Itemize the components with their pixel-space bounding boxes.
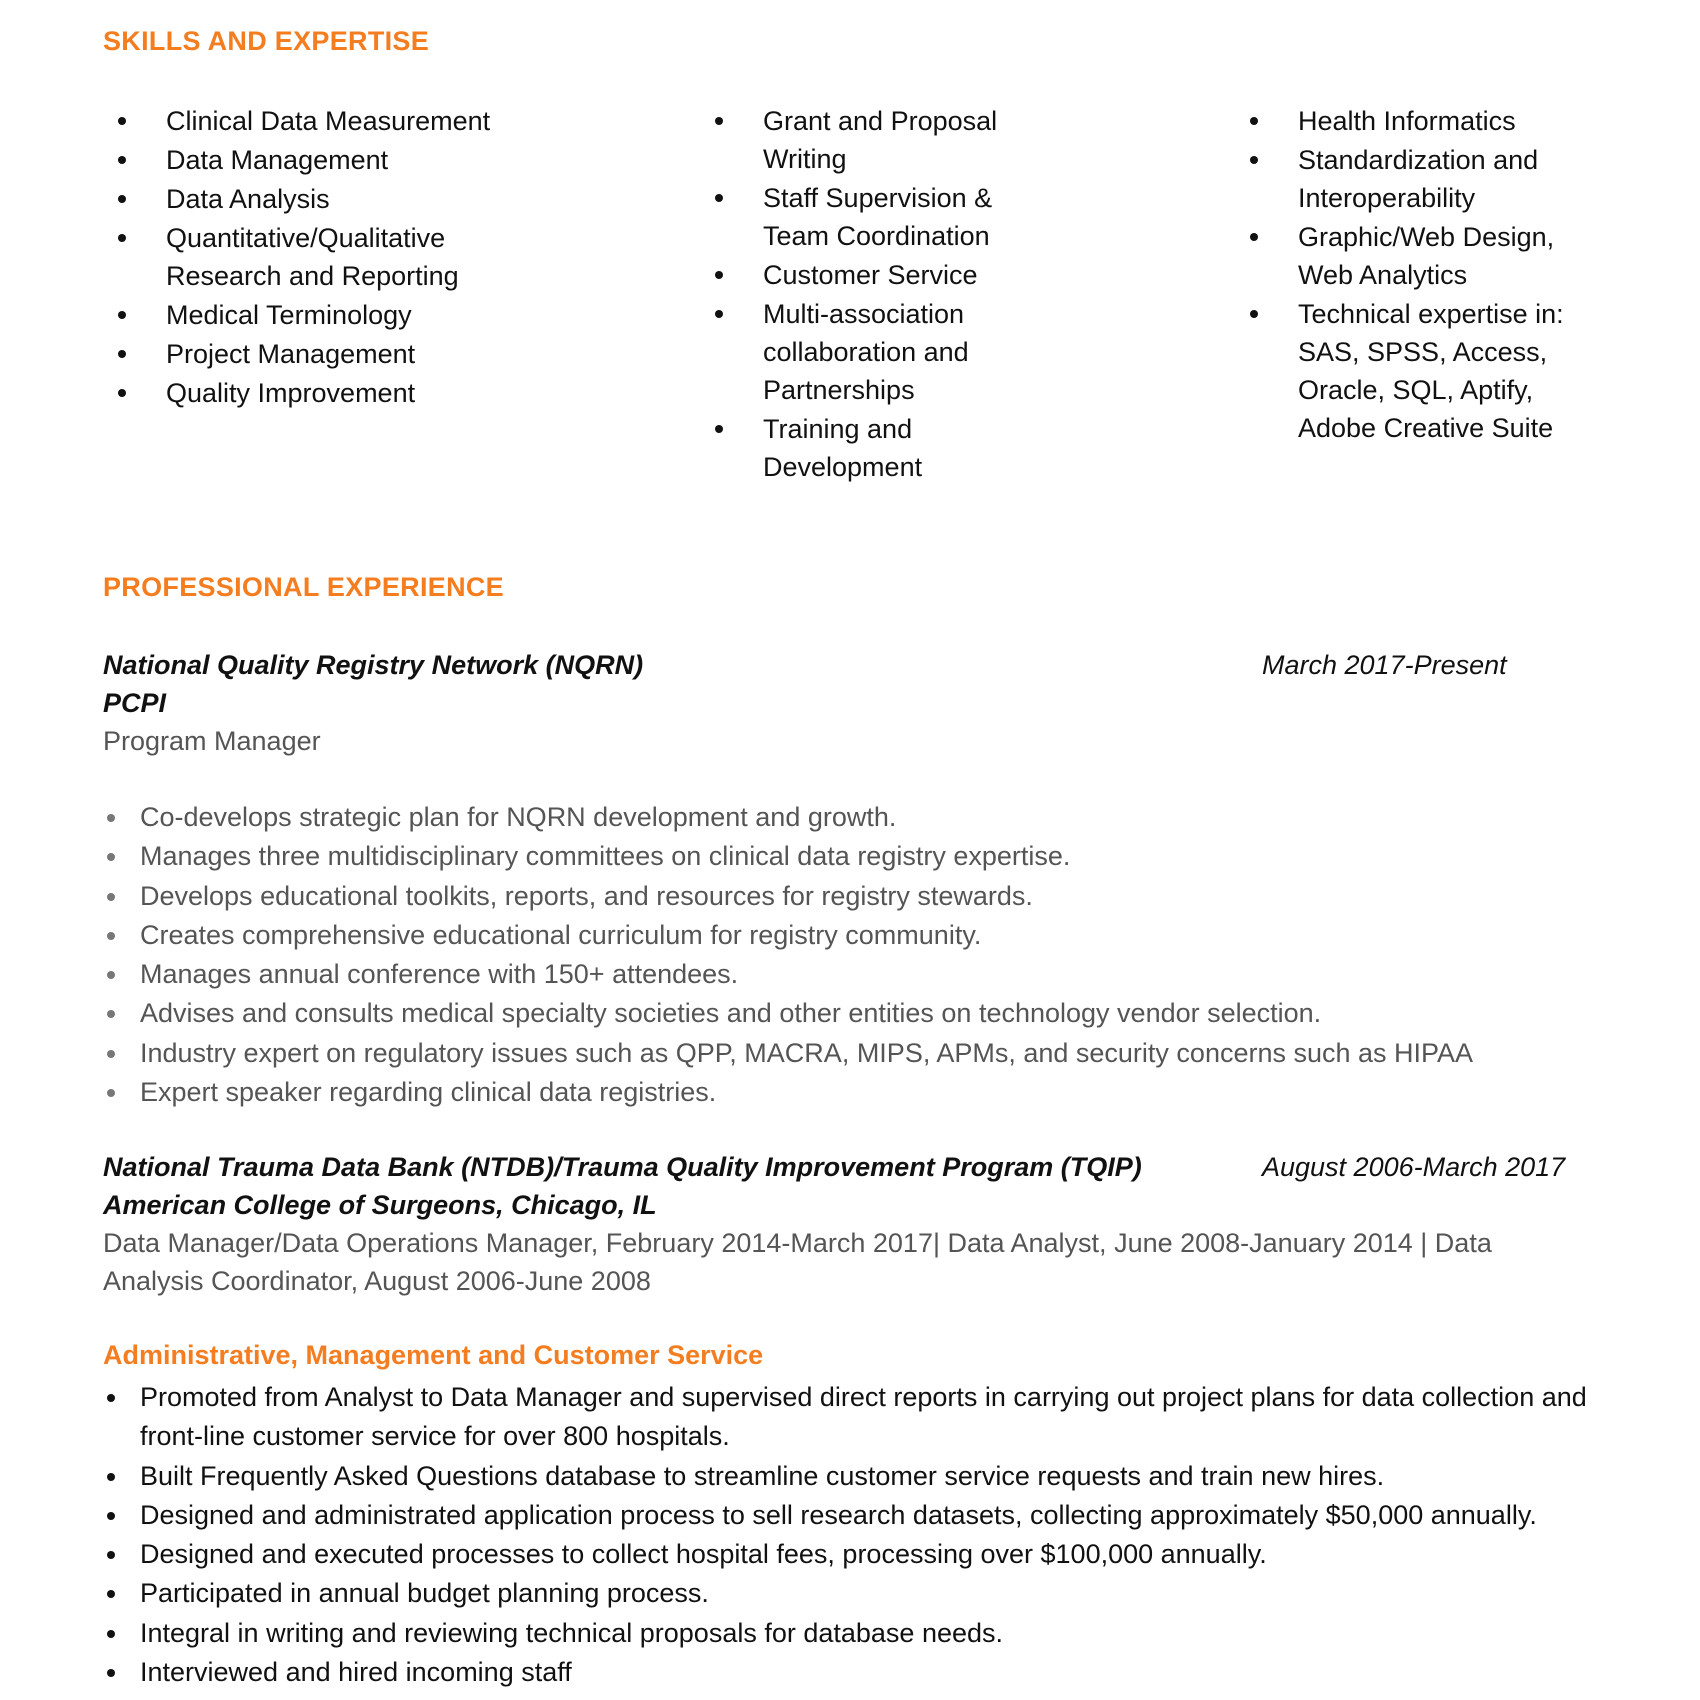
job-1-organization: National Quality Registry Network (NQRN) — [103, 650, 644, 680]
list-item: Manages three multidisciplinary committees on clinical data registry expertise. — [103, 837, 1603, 876]
list-item: Expert speaker regarding clinical data registries. — [103, 1073, 1603, 1112]
skill-item: Training and Development — [715, 410, 1025, 486]
list-item: Industry expert on regulatory issues such as QPP, MACRA, MIPS, APMs, and security concerns such as HIPAA — [103, 1034, 1603, 1073]
skill-item: Quantitative/Qualitative Research and Reporting — [118, 219, 538, 295]
list-item: Designed and executed processes to collect hospital fees, processing over $100,000 annually. — [103, 1535, 1623, 1574]
list-item: Built Frequently Asked Questions database to streamline customer service requests and train new hires. — [103, 1457, 1623, 1496]
job-1-role: Program Manager — [103, 726, 321, 756]
skill-item: Medical Terminology — [118, 296, 538, 334]
job-2-company: American College of Surgeons, Chicago, IL — [103, 1190, 657, 1220]
skill-item: Customer Service — [715, 256, 1025, 294]
skills-heading: SKILLS AND EXPERTISE — [103, 26, 430, 56]
job-2-role: Data Manager/Data Operations Manager, February 2014-March 2017| Data Analyst, June 2008-January 2014 | Data Analysis Coordinator, August 2006-June 2008 — [103, 1228, 1492, 1296]
list-item: Interviewed and hired incoming staff — [103, 1653, 1623, 1692]
skill-item: Project Management — [118, 335, 538, 373]
job-1-bullets — [103, 798, 1603, 1112]
job-2-subheading: Administrative, Management and Customer Service — [103, 1340, 764, 1370]
job-2-bullets — [103, 1378, 1623, 1692]
list-item: Integral in writing and reviewing technical proposals for database needs. — [103, 1614, 1623, 1653]
job-2-organization: National Trauma Data Bank (NTDB)/Trauma Quality Improvement Program (TQIP) — [103, 1152, 1142, 1182]
job-1-company: PCPI — [103, 688, 167, 718]
skill-item: Data Analysis — [118, 180, 538, 218]
skills-column-2 — [715, 102, 1025, 487]
skill-item: Clinical Data Measurement — [118, 102, 538, 140]
skills-column-1 — [118, 102, 538, 413]
skill-item: Standardization and Interoperability — [1250, 141, 1590, 217]
skill-item: Technical expertise in: SAS, SPSS, Access, Oracle, SQL, Aptify, Adobe Creative Suite — [1250, 295, 1590, 447]
skills-column-3 — [1250, 102, 1590, 448]
job-2-dates: August 2006-March 2017 — [1262, 1152, 1566, 1182]
list-item: Participated in annual budget planning process. — [103, 1574, 1623, 1613]
skill-item: Data Management — [118, 141, 538, 179]
list-item: Creates comprehensive educational curriculum for registry community. — [103, 916, 1603, 955]
list-item: Designed and administrated application process to sell research datasets, collecting approximately $50,000 annually. — [103, 1496, 1623, 1535]
skill-item: Grant and Proposal Writing — [715, 102, 1025, 178]
experience-heading: PROFESSIONAL EXPERIENCE — [103, 572, 504, 602]
skill-item: Staff Supervision & Team Coordination — [715, 179, 1025, 255]
skill-item: Quality Improvement — [118, 374, 538, 412]
job-1-dates: March 2017-Present — [1262, 650, 1507, 680]
list-item: Develops educational toolkits, reports, and resources for registry stewards. — [103, 877, 1603, 916]
skill-item: Multi-association collaboration and Partnerships — [715, 295, 1025, 409]
list-item: Promoted from Analyst to Data Manager and supervised direct reports in carrying out project plans for data collection and front-line customer service for over 800 hospitals. — [103, 1378, 1623, 1457]
list-item: Co-develops strategic plan for NQRN development and growth. — [103, 798, 1603, 837]
list-item: Manages annual conference with 150+ attendees. — [103, 955, 1603, 994]
list-item: Advises and consults medical specialty societies and other entities on technology vendor selection. — [103, 994, 1603, 1033]
skill-item: Health Informatics — [1250, 102, 1590, 140]
skill-item: Graphic/Web Design, Web Analytics — [1250, 218, 1590, 294]
